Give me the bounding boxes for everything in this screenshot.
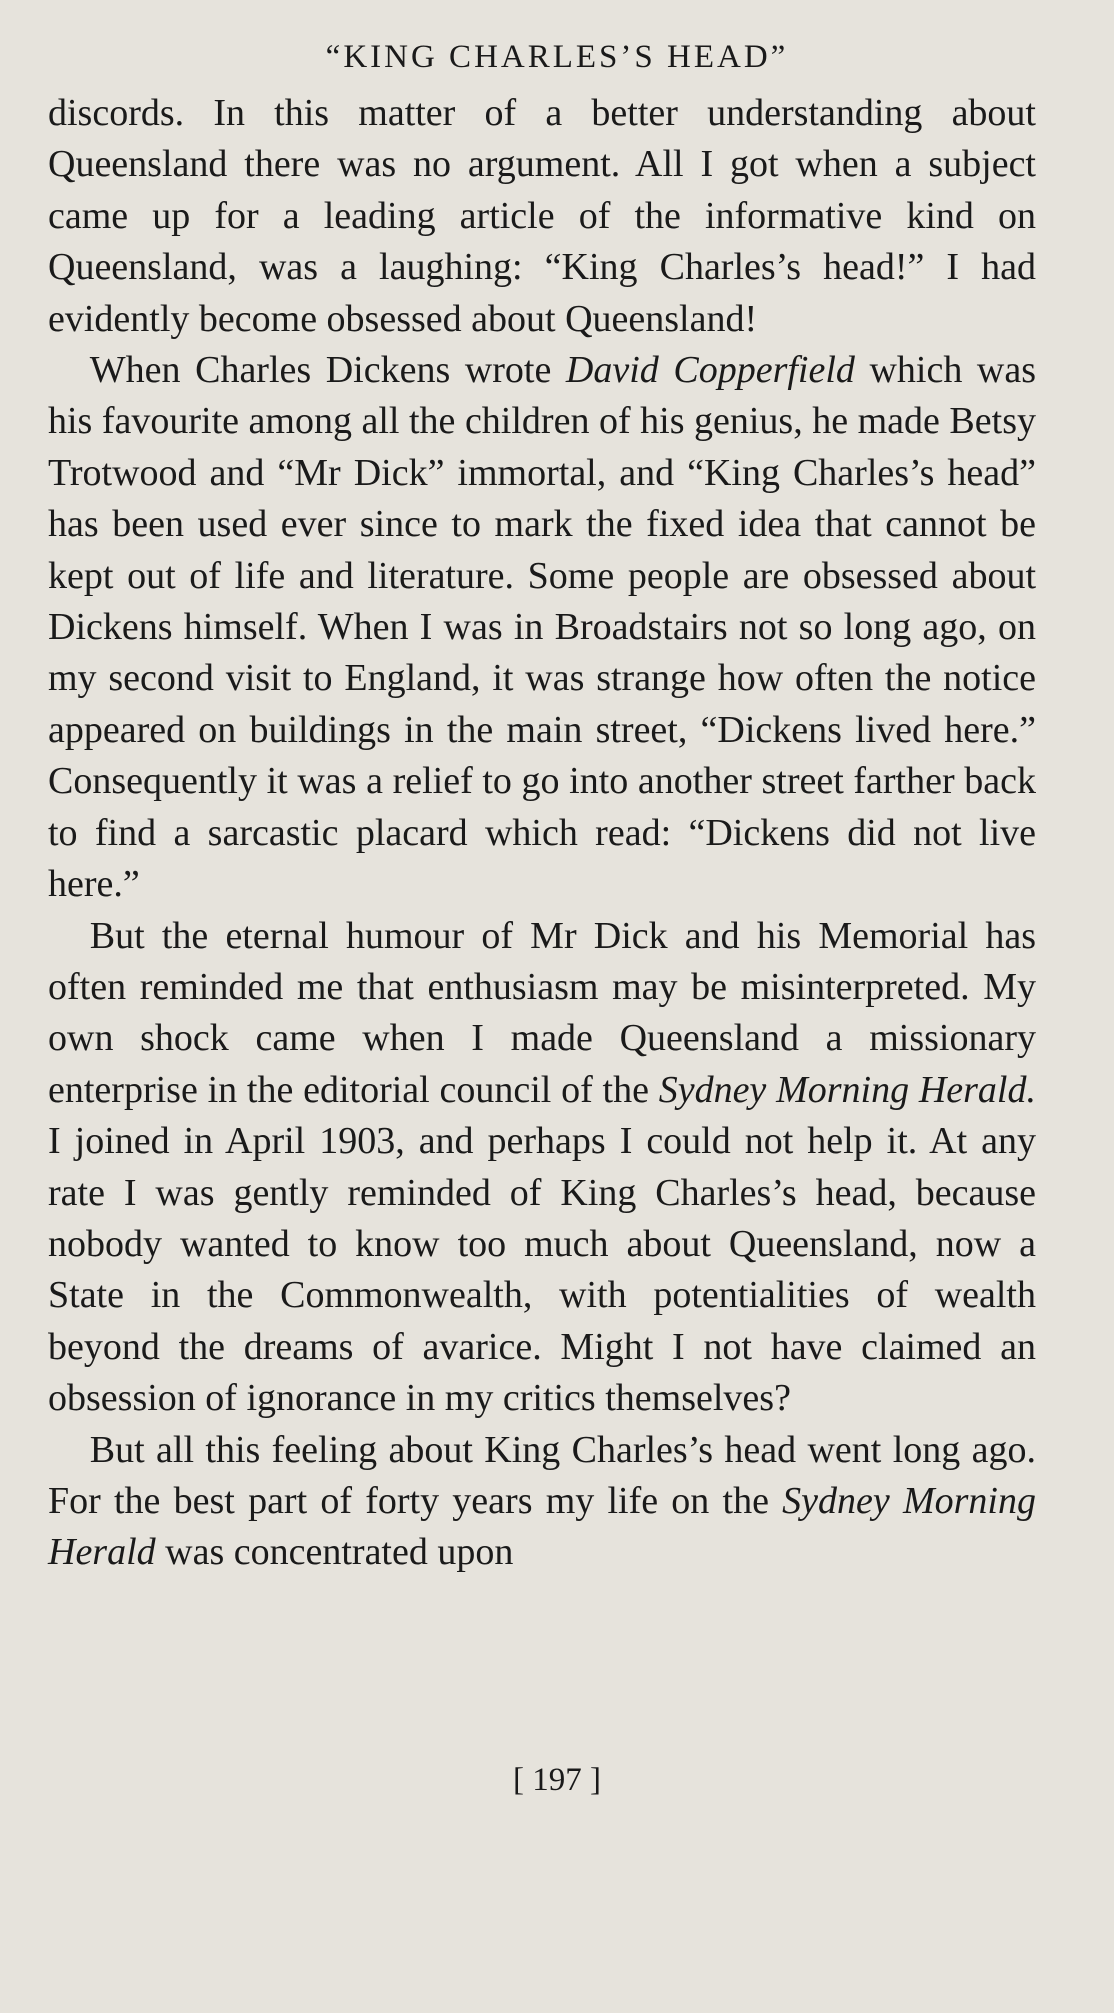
text-run: I joined in April 1903, and perhaps I could not help it. At any rate I was gently reminded of King Charles’s head, because nobody wanted to know too much about Queensland, now a State in the Commonwealth, with potentialities of wealth beyond the dreams of avarice. Might I not have claimed an obsession of ignorance in my critics themselves?: [48, 1120, 1036, 1420]
running-head: “KING CHARLES’S HEAD”: [325, 39, 789, 75]
text-run: was concentrated upon: [155, 1531, 514, 1574]
text-run: But the eternal humour of Mr Dick and his Memorial has often reminded me that enthusiasm may be misinterpreted. My own shock came when I made Queensland a missionary enterprise in the editorial council of the: [48, 914, 1036, 1111]
text-run: which was his favourite among all the children of his genius, he made Betsy Trotwood and “Mr Dick” immortal, and “King Charles’s head” has been used ever since to mark the fixed idea that cannot be kept out of life and literature. Some people are obsessed about Dickens himself. When I was in Broadstairs not so long ago, on my second visit to England, it was strange how often the notice appeared on buildings in the main street, “Dickens lived here.” Consequently it was a relief to go into another street farther back to find a sarcastic placard which read: “Dickens did not live here.”: [48, 349, 1037, 906]
paragraph: [48, 88, 1036, 345]
italic-title: David Copperfield: [565, 349, 855, 392]
body-text: [48, 88, 1036, 1579]
paragraph: [48, 1425, 1036, 1579]
page-number: [ 197 ]: [513, 1762, 601, 1798]
italic-title: Sydney Morning Herald: [48, 1479, 1036, 1574]
paragraph: [48, 911, 1036, 1425]
paragraph: [48, 345, 1036, 910]
text-run: When Charles Dickens wrote: [89, 349, 566, 392]
italic-title: Sydney Morning Herald.: [658, 1068, 1036, 1111]
text-run: But all this feeling about King Charles’s head went long ago. For the best part of forty years my life on the: [48, 1428, 1036, 1522]
text-run: discords. In this matter of a better understanding about Queensland there was no argument. All I got when a subject came up for a leading article of the informative kind on Queensland, was a laughing: “King Charles’s head!” I had evidently become obsessed about Queensland!: [48, 92, 1036, 340]
